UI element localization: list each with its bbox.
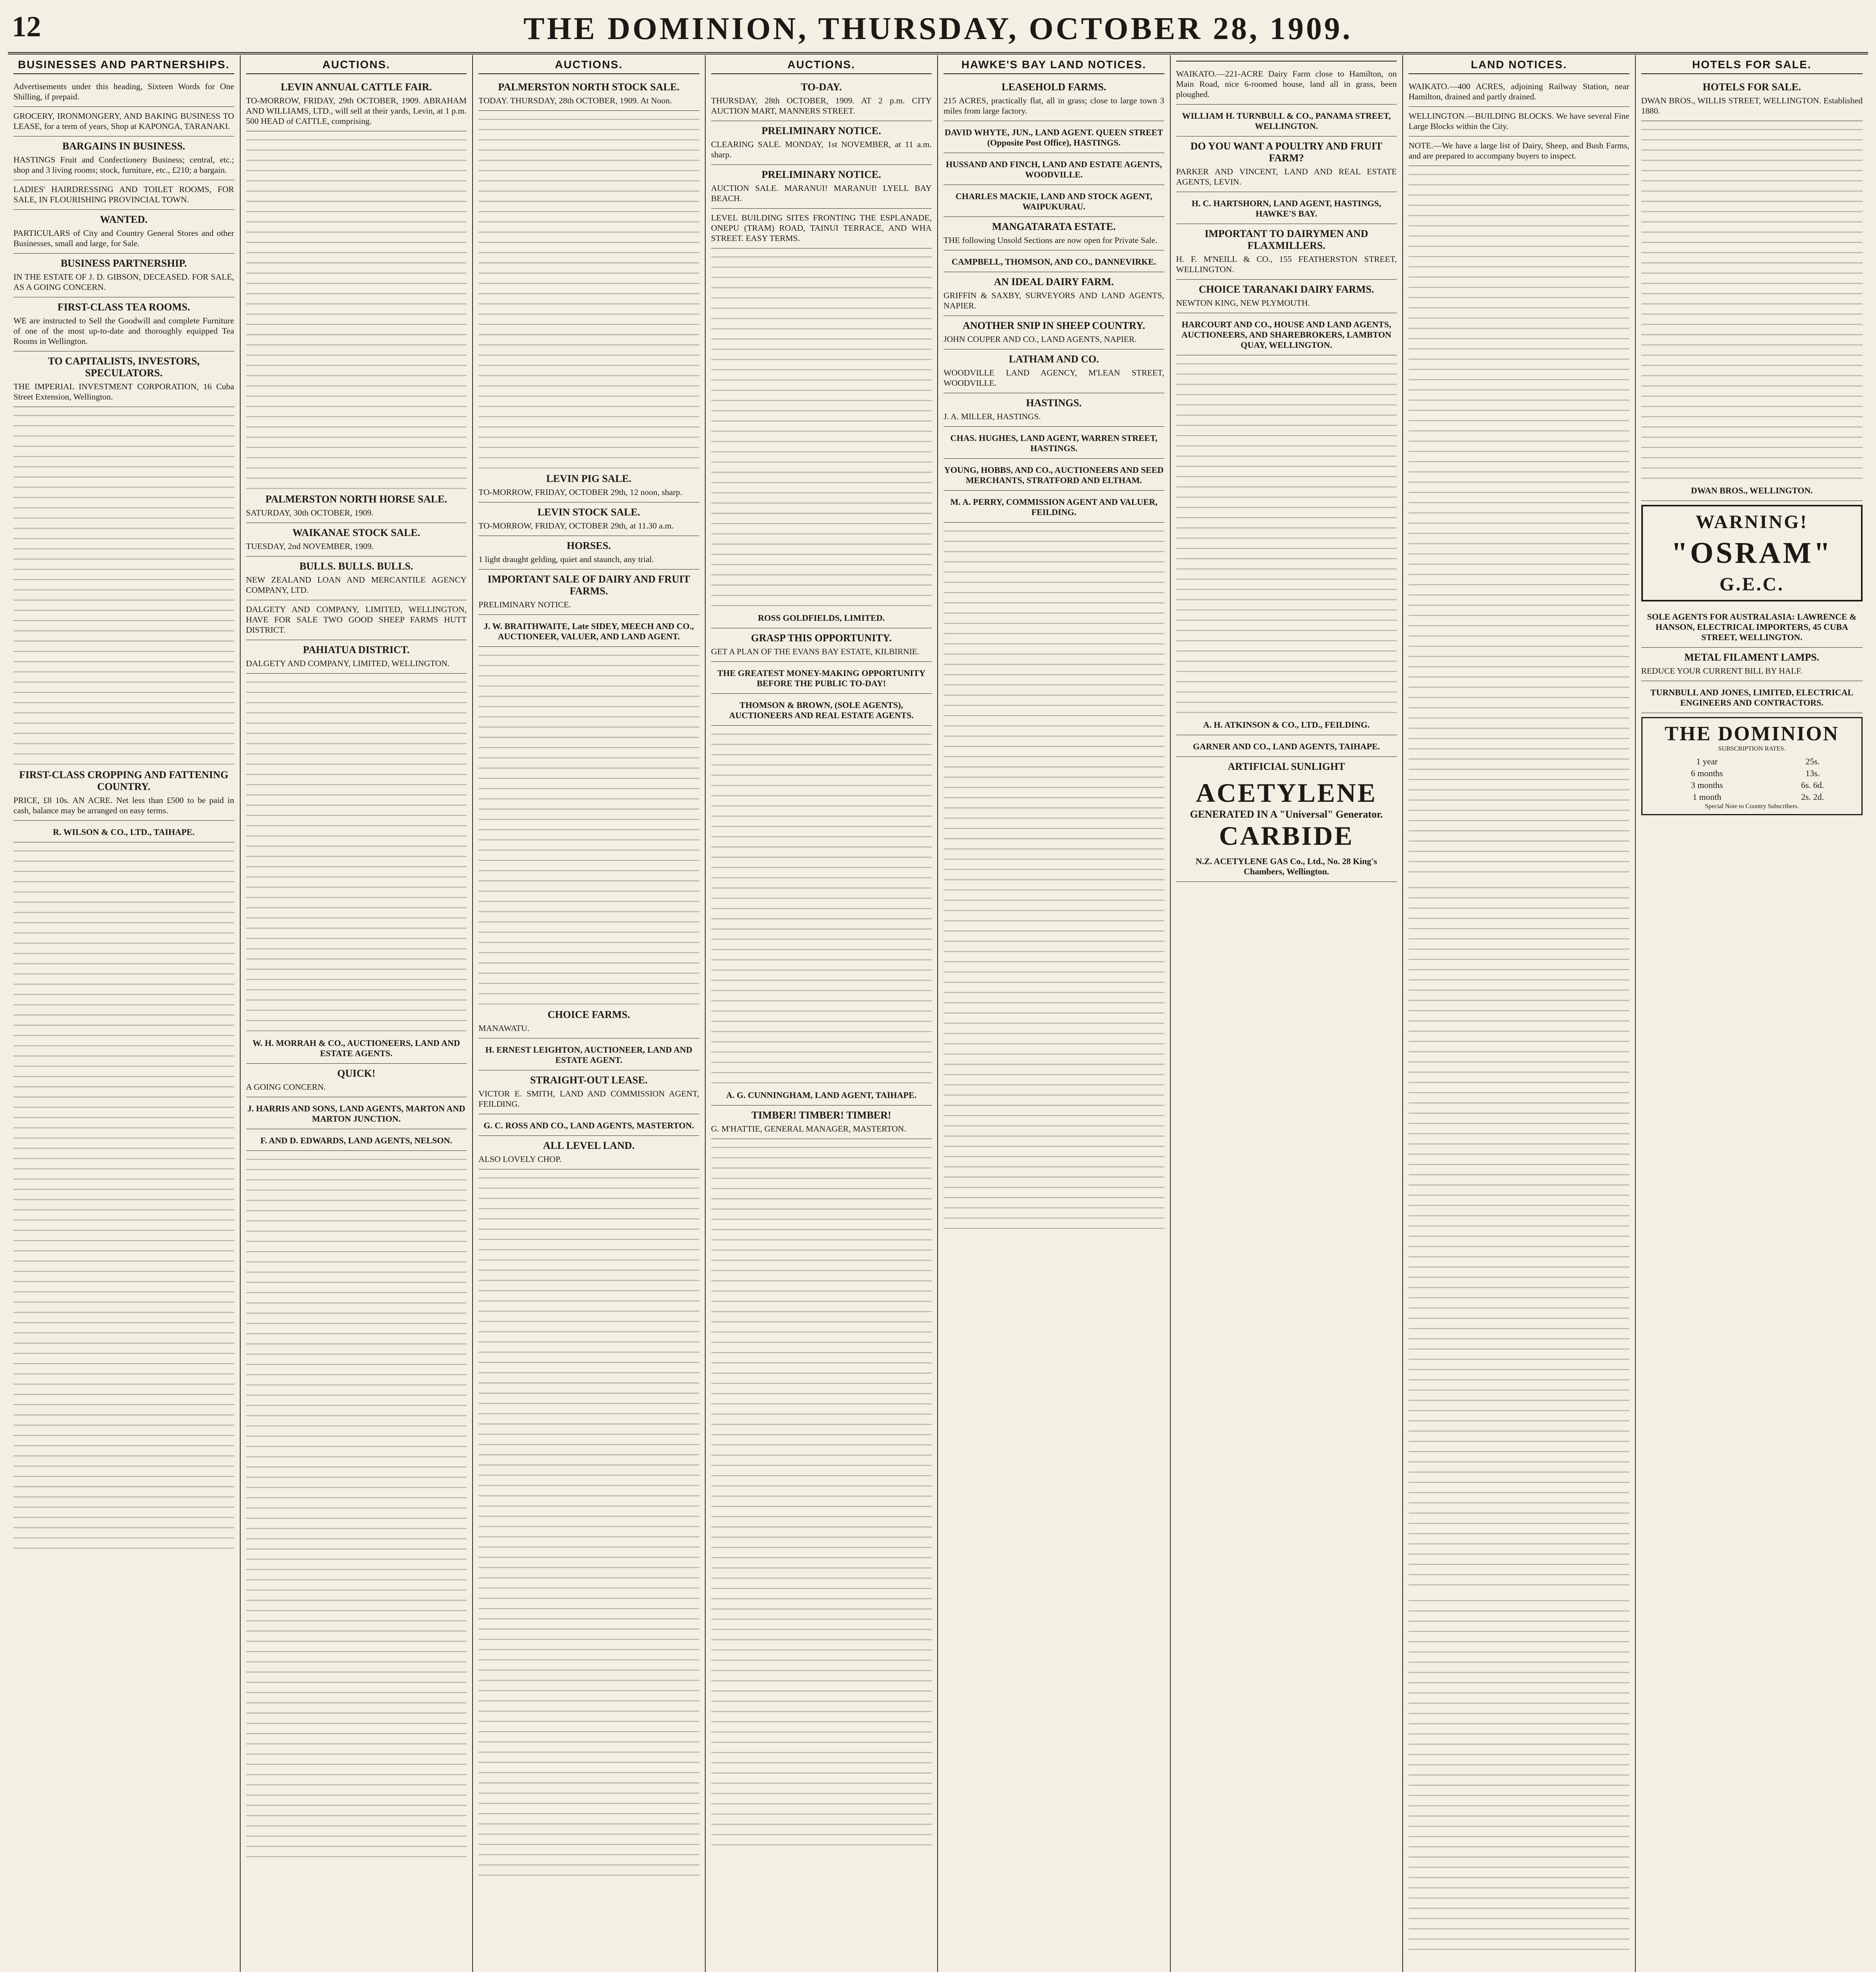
column-heading: AUCTIONS. bbox=[711, 58, 932, 74]
ad-body: THURSDAY, 28th OCTOBER, 1909. AT 2 p.m. CITY AUCTION MART, MANNERS STREET. bbox=[711, 96, 932, 116]
classified-ad bbox=[1176, 280, 1397, 313]
rate-price: 6s. 6d. bbox=[1801, 780, 1824, 790]
osram-brand: "OSRAM" bbox=[1671, 536, 1833, 570]
ad-footer: F. AND D. EDWARDS, LAND AGENTS, NELSON. bbox=[260, 1135, 452, 1145]
classified-ad bbox=[13, 107, 234, 136]
small-print-text bbox=[1409, 882, 1629, 1592]
acetylene-title: ACETYLENE bbox=[1196, 778, 1377, 808]
column-heading: BUSINESSES AND PARTNERSHIPS. bbox=[13, 58, 234, 74]
ad-heading: PAHIATUA DISTRICT. bbox=[303, 644, 410, 655]
ad-footer: G. C. ROSS AND CO., LAND AGENTS, MASTERTON. bbox=[483, 1120, 694, 1130]
classified-ad bbox=[711, 628, 932, 662]
ad-footer: R. WILSON & CO., LTD., TAIHAPE. bbox=[53, 827, 195, 837]
ad-footer: H. ERNEST LEIGHTON, AUCTIONEER, LAND AND ESTATE AGENT. bbox=[485, 1045, 693, 1065]
classified-ad bbox=[246, 640, 467, 674]
ad-heading: HOTELS FOR SALE. bbox=[1702, 81, 1801, 93]
classified-ad bbox=[1176, 224, 1397, 280]
column-heading: HOTELS FOR SALE. bbox=[1641, 58, 1863, 74]
ad-body: THE following Unsold Sections are now open for Private Sale. bbox=[944, 235, 1158, 245]
subscription-box bbox=[1641, 717, 1863, 815]
rate-row bbox=[1646, 791, 1858, 803]
ad-footer: DWAN BROS., WELLINGTON. bbox=[1691, 486, 1813, 495]
ad-body: THE IMPERIAL INVESTMENT CORPORATION, 16 Cuba Street Extension, Wellington. bbox=[13, 382, 234, 401]
column-land-1 bbox=[1171, 55, 1403, 1972]
classified-ad bbox=[1176, 105, 1397, 136]
classified-ad bbox=[246, 77, 467, 131]
warning-box bbox=[1641, 505, 1863, 601]
classified-ad bbox=[711, 77, 932, 121]
ad-heading: LATHAM AND CO. bbox=[1009, 353, 1099, 365]
ad-body: SATURDAY, 30th OCTOBER, 1909. bbox=[246, 508, 374, 517]
ad-body: WELLINGTON.—BUILDING BLOCKS. We have several Fine Large Blocks within the City. bbox=[1409, 111, 1629, 131]
ad-heading: IMPORTANT SALE OF DAIRY AND FRUIT FARMS. bbox=[488, 573, 690, 597]
classified-ad bbox=[944, 427, 1164, 459]
ad-body: PRICE, £8 10s. AN ACRE. Net less than £500 to be paid in cash, balance may be arranged on easy terms. bbox=[13, 796, 234, 815]
masthead bbox=[8, 6, 1868, 54]
classified-ad bbox=[711, 209, 932, 248]
classified-ad bbox=[13, 765, 234, 821]
classified-ad bbox=[944, 349, 1164, 393]
ad-footer: CAMPBELL, THOMSON, AND CO., DANNEVIRKE. bbox=[951, 257, 1156, 267]
ad-body: ALSO LOVELY CHOP. bbox=[478, 1154, 562, 1164]
classified-ad bbox=[1176, 313, 1397, 355]
small-print-text bbox=[944, 526, 1164, 1236]
ad-body: Advertisements under this heading, Sixteen Words for One Shilling, if prepaid. bbox=[13, 82, 234, 101]
ad-heading: PRELIMINARY NOTICE. bbox=[761, 125, 881, 136]
classified-ad bbox=[944, 250, 1164, 272]
classified-ad bbox=[1641, 681, 1863, 713]
ad-body: MANAWATU. bbox=[478, 1023, 530, 1033]
classified-ad bbox=[13, 297, 234, 351]
carbide-title: CARBIDE bbox=[1219, 821, 1354, 851]
ad-heading: TO-DAY. bbox=[801, 81, 842, 93]
classified-ad bbox=[246, 600, 467, 640]
ad-heading: STRAIGHT-OUT LEASE. bbox=[530, 1074, 648, 1086]
ad-heading: FIRST-CLASS CROPPING AND FATTENING COUNTRY. bbox=[19, 769, 228, 792]
small-print-text bbox=[246, 677, 467, 1032]
ad-footer: A. H. ATKINSON & CO., LTD., FEILDING. bbox=[1203, 720, 1370, 730]
ad-body: TO-MORROW, FRIDAY, OCTOBER 29th, at 11.30 a.m. bbox=[478, 521, 674, 530]
classified-ad bbox=[1176, 192, 1397, 224]
subscription-title: THE DOMINION bbox=[1665, 723, 1839, 745]
acetylene-sub: GENERATED IN A "Universal" Generator. bbox=[1190, 809, 1383, 820]
ad-footer: A. G. CUNNINGHAM, LAND AGENT, TAIHAPE. bbox=[726, 1090, 917, 1100]
ad-body: DWAN BROS., WILLIS STREET, WELLINGTON. Established 1880. bbox=[1641, 96, 1863, 116]
rate-row bbox=[1646, 779, 1858, 791]
ad-footer: CHAS. HUGHES, LAND AGENT, WARREN STREET, HASTINGS. bbox=[950, 433, 1158, 453]
ad-body: WAIKATO.—221-ACRE Dairy Farm close to Hamilton, on Main Road, nice 6-roomed house, land all in grass, been ploughed. bbox=[1176, 69, 1397, 99]
small-print-text bbox=[13, 410, 234, 765]
gec-brand: G.E.C. bbox=[1719, 574, 1784, 595]
ad-heading: BARGAINS IN BUSINESS. bbox=[62, 140, 185, 152]
ad-heading: METAL FILAMENT LAMPS. bbox=[1684, 652, 1820, 663]
ad-heading: IMPORTANT TO DAIRYMEN AND FLAXMILLERS. bbox=[1205, 228, 1368, 251]
classified-ad bbox=[478, 1005, 699, 1038]
subscription-note: Special Note to Country Subscribers. bbox=[1705, 803, 1799, 810]
classified-ad bbox=[1176, 65, 1397, 105]
small-print-text bbox=[1641, 124, 1863, 479]
ad-heading: FIRST-CLASS TEA ROOMS. bbox=[57, 301, 190, 313]
classified-ad bbox=[1641, 77, 1863, 121]
ad-body: HASTINGS Fruit and Confectionery Business; central, etc.; shop and 3 living rooms; stock, furniture, etc., £210; a bargain. bbox=[13, 155, 234, 175]
classified-ad bbox=[944, 459, 1164, 491]
ad-body: H. F. M'NEILL & CO., 155 FEATHERSTON STREET, WELLINGTON. bbox=[1176, 254, 1397, 274]
ad-footer: J. W. BRAITHWAITE, Late SIDEY, MEECH AND CO., AUCTIONEER, VALUER, AND LAND AGENT. bbox=[484, 621, 694, 641]
column-hawkes-bay bbox=[938, 55, 1171, 1972]
classified-ad bbox=[1409, 107, 1629, 136]
ad-footer: TURNBULL AND JONES, LIMITED, ELECTRICAL ENGINEERS AND CONTRACTORS. bbox=[1650, 687, 1854, 708]
ad-heading: BULLS. BULLS. BULLS. bbox=[299, 560, 413, 572]
classified-ad bbox=[711, 662, 932, 694]
rate-price: 2s. 2d. bbox=[1801, 792, 1824, 802]
ad-body: WOODVILLE LAND AGENCY, M'LEAN STREET, WOODVILLE. bbox=[944, 368, 1164, 388]
column-land-2 bbox=[1403, 55, 1636, 1972]
rate-period: 6 months bbox=[1691, 768, 1723, 778]
small-print-text bbox=[478, 1173, 699, 1882]
classified-ad bbox=[944, 121, 1164, 153]
classified-ad bbox=[478, 570, 699, 615]
ad-heading: HASTINGS. bbox=[1026, 397, 1082, 409]
rate-period: 1 year bbox=[1696, 756, 1718, 766]
ad-body: GET A PLAN OF THE EVANS BAY ESTATE, KILBIRNIE. bbox=[711, 647, 919, 656]
classified-ad bbox=[944, 185, 1164, 217]
classified-ad bbox=[1176, 757, 1397, 882]
ad-heading: CHOICE TARANAKI DAIRY FARMS. bbox=[1199, 284, 1374, 295]
ad-footer: J. HARRIS AND SONS, LAND AGENTS, MARTON AND MARTON JUNCTION. bbox=[247, 1104, 465, 1124]
ad-body: CLEARING SALE. MONDAY, 1st NOVEMBER, at 11 a.m. sharp. bbox=[711, 140, 932, 159]
ad-body: NEW ZEALAND LOAN AND MERCANTILE AGENCY COMPANY, LTD. bbox=[246, 575, 467, 595]
rate-period: 3 months bbox=[1691, 780, 1723, 790]
ad-footer: CHARLES MACKIE, LAND AND STOCK AGENT, WAIPUKURAU. bbox=[955, 191, 1153, 211]
classified-ad bbox=[246, 1032, 467, 1064]
ad-body: 1 light draught gelding, quiet and staunch, any trial. bbox=[478, 555, 654, 564]
classified-ad bbox=[246, 523, 467, 556]
column-heading: LAND NOTICES. bbox=[1409, 58, 1629, 74]
classified-ad bbox=[13, 180, 234, 210]
classified-ad bbox=[478, 77, 699, 111]
classified-ad bbox=[944, 272, 1164, 316]
small-print-text bbox=[246, 134, 467, 489]
classified-ad bbox=[944, 77, 1164, 121]
ad-footer: WILLIAM H. TURNBULL & CO., PANAMA STREET, WELLINGTON. bbox=[1182, 111, 1391, 131]
ad-heading: ARTIFICIAL SUNLIGHT bbox=[1228, 761, 1345, 772]
ad-heading: MANGATARATA ESTATE. bbox=[992, 221, 1116, 232]
ad-body: A GOING CONCERN. bbox=[246, 1082, 326, 1092]
subscription-subtitle: SUBSCRIPTION RATES. bbox=[1718, 745, 1786, 752]
ad-heading: PALMERSTON NORTH HORSE SALE. bbox=[265, 493, 447, 505]
ad-heading: ANOTHER SNIP IN SHEEP COUNTRY. bbox=[962, 320, 1145, 331]
ad-body: NEWTON KING, NEW PLYMOUTH. bbox=[1176, 298, 1310, 308]
ad-body: LEVEL BUILDING SITES FRONTING THE ESPLANADE, ONEPU (TRAM) ROAD, TAINUI TERRACE, AND WHA STREET. EASY TERMS. bbox=[711, 213, 932, 243]
ad-body: DALGETY AND COMPANY, LIMITED, WELLINGTON, HAVE FOR SALE TWO GOOD SHEEP FARMS HUTT DISTRICT. bbox=[246, 605, 467, 635]
classified-ad bbox=[13, 351, 234, 407]
classified-ad bbox=[711, 1084, 932, 1106]
small-print-text bbox=[1409, 169, 1629, 879]
ad-body: J. A. MILLER, HASTINGS. bbox=[944, 412, 1041, 421]
column-heading bbox=[1176, 58, 1397, 62]
ad-heading: PRELIMINARY NOTICE. bbox=[761, 169, 881, 180]
ad-body: REDUCE YOUR CURRENT BILL BY HALF. bbox=[1641, 666, 1803, 676]
column-businesses bbox=[8, 55, 241, 1972]
ad-footer: M. A. PERRY, COMMISSION AGENT AND VALUER, FEILDING. bbox=[950, 497, 1158, 517]
rate-row bbox=[1646, 756, 1858, 768]
classified-ad bbox=[1176, 735, 1397, 757]
ad-heading: TIMBER! TIMBER! TIMBER! bbox=[751, 1109, 891, 1121]
small-print-text bbox=[711, 252, 932, 607]
ad-footer: GARNER AND CO., LAND AGENTS, TAIHAPE. bbox=[1193, 741, 1380, 751]
column-auctions-1 bbox=[241, 55, 473, 1972]
ad-heading: PALMERSTON NORTH STOCK SALE. bbox=[498, 81, 680, 93]
column-heading: HAWKE'S BAY LAND NOTICES. bbox=[944, 58, 1164, 74]
ad-heading: LEVIN ANNUAL CATTLE FAIR. bbox=[280, 81, 432, 93]
ad-heading: HORSES. bbox=[566, 540, 611, 551]
ad-heading: DO YOU WANT A POULTRY AND FRUIT FARM? bbox=[1190, 140, 1383, 164]
ad-footer: YOUNG, HOBBS, AND CO., AUCTIONEERS AND SEED MERCHANTS, STRATFORD AND ELTHAM. bbox=[944, 465, 1164, 485]
ad-heading: WANTED. bbox=[100, 214, 148, 225]
ad-body: PARKER AND VINCENT, LAND AND REAL ESTATE AGENTS, LEVIN. bbox=[1176, 167, 1397, 187]
ad-heading: QUICK! bbox=[337, 1068, 376, 1079]
small-print-text bbox=[13, 846, 234, 1556]
column-heading: AUCTIONS. bbox=[246, 58, 467, 74]
classified-ad bbox=[1409, 77, 1629, 107]
ad-footer: THOMSON & BROWN, (SOLE AGENTS), AUCTIONEERS AND REAL ESTATE AGENTS. bbox=[729, 700, 914, 720]
columns bbox=[8, 55, 1868, 1972]
ad-body: IN THE ESTATE OF J. D. GIBSON, DECEASED. FOR SALE, AS A GOING CONCERN. bbox=[13, 272, 234, 292]
classified-ad bbox=[478, 502, 699, 536]
rate-price: 25s. bbox=[1805, 756, 1820, 766]
small-print-text bbox=[711, 1142, 932, 1852]
classified-ad bbox=[944, 316, 1164, 349]
column-auctions-2 bbox=[473, 55, 706, 1972]
classified-ad bbox=[1641, 648, 1863, 681]
ad-heading: LEASEHOLD FARMS. bbox=[1002, 81, 1106, 93]
ad-footer: DAVID WHYTE, JUN., LAND AGENT. QUEEN STREET (Opposite Post Office), HASTINGS. bbox=[944, 127, 1163, 148]
classified-ad bbox=[246, 1097, 467, 1129]
ad-heading: WAIKANAE STOCK SALE. bbox=[292, 527, 420, 538]
classified-ad bbox=[13, 77, 234, 107]
ad-body: AUCTION SALE. MARANUI! MARANUI! LYELL BAY BEACH. bbox=[711, 183, 932, 203]
ad-heading: CHOICE FARMS. bbox=[547, 1009, 630, 1020]
small-print-text bbox=[478, 650, 699, 1005]
ad-body: G. M'HATTIE, GENERAL MANAGER, MASTERTON. bbox=[711, 1124, 906, 1134]
column-heading: AUCTIONS. bbox=[478, 58, 699, 74]
classified-ad bbox=[478, 1136, 699, 1169]
ad-body: TO-MORROW, FRIDAY, 29th OCTOBER, 1909. ABRAHAM AND WILLIAMS, LTD., will sell at their yards, Levin, at 1 p.m. 500 HEAD of CATTLE, comprising. bbox=[246, 96, 467, 126]
ad-footer: N.Z. ACETYLENE GAS Co., Ltd., No. 28 King's Chambers, Wellington. bbox=[1196, 856, 1377, 876]
ad-body: NOTE.—We have a large list of Dairy, Sheep, and Bush Farms, and are prepared to accompany buyers to inspect. bbox=[1409, 141, 1629, 161]
rate-price: 13s. bbox=[1805, 768, 1820, 778]
classified-ad bbox=[478, 469, 699, 502]
small-print-text bbox=[478, 114, 699, 469]
ad-body: GRIFFIN & SAXBY, SURVEYORS AND LAND AGENTS, NAPIER. bbox=[944, 291, 1164, 310]
classified-ad bbox=[246, 1064, 467, 1097]
ad-body: 215 ACRES, practically flat, all in grass; close to large town 3 miles from large factory. bbox=[944, 96, 1164, 116]
page-title: THE DOMINION, THURSDAY, OCTOBER 28, 1909. bbox=[523, 11, 1353, 46]
ad-body: JOHN COUPER AND CO., LAND AGENTS, NAPIER. bbox=[944, 334, 1137, 344]
classified-ad bbox=[944, 393, 1164, 427]
classified-ad bbox=[13, 254, 234, 297]
ad-heading: BUSINESS PARTNERSHIP. bbox=[60, 258, 187, 269]
classified-ad bbox=[478, 1070, 699, 1114]
classified-ad bbox=[944, 491, 1164, 523]
small-print-text bbox=[711, 729, 932, 1084]
warning-title: WARNING! bbox=[1695, 512, 1808, 532]
ad-footer: THE GREATEST MONEY-MAKING OPPORTUNITY BEFORE THE PUBLIC TO-DAY! bbox=[717, 668, 925, 688]
classified-ad bbox=[711, 1106, 932, 1139]
small-print-text bbox=[1176, 359, 1397, 713]
ad-body: WE are instructed to Sell the Goodwill and complete Furniture of one of the most up-to-date and thoroughly equipped Tea Rooms in Wellington. bbox=[13, 316, 234, 346]
column-hotels bbox=[1636, 55, 1869, 1972]
ad-body: PRELIMINARY NOTICE. bbox=[478, 600, 571, 609]
classified-ad bbox=[1641, 605, 1863, 648]
ad-heading: TO CAPITALISTS, INVESTORS, SPECULATORS. bbox=[48, 355, 200, 379]
classified-ad bbox=[478, 615, 699, 647]
ad-body: DALGETY AND COMPANY, LIMITED, WELLINGTON. bbox=[246, 659, 450, 668]
ad-heading: AN IDEAL DAIRY FARM. bbox=[994, 276, 1114, 288]
ad-heading: GRASP THIS OPPORTUNITY. bbox=[751, 632, 892, 644]
ad-body: WAIKATO.—400 ACRES, adjoining Railway Station, near Hamilton, drained and partly drained. bbox=[1409, 82, 1629, 101]
classified-ad bbox=[13, 136, 234, 180]
ad-body: TO-MORROW, FRIDAY, OCTOBER 29th, 12 noon, sharp. bbox=[478, 487, 682, 497]
page-number: 12 bbox=[12, 11, 41, 43]
ad-footer: HARCOURT AND CO., HOUSE AND LAND AGENTS, AUCTIONEERS, AND SHAREBROKERS, LAMBTON QUAY, WELLINGTON. bbox=[1181, 319, 1392, 350]
ad-heading: LEVIN PIG SALE. bbox=[546, 473, 632, 484]
column-auctions-3 bbox=[706, 55, 938, 1972]
classified-ad bbox=[246, 1129, 467, 1151]
ad-body: TUESDAY, 2nd NOVEMBER, 1909. bbox=[246, 542, 374, 551]
subscription-rates bbox=[1646, 756, 1858, 803]
classified-ad bbox=[246, 556, 467, 600]
classified-ad bbox=[1641, 479, 1863, 501]
ad-body: LADIES' HAIRDRESSING AND TOILET ROOMS, FOR SALE, IN FLOURISHING PROVINCIAL TOWN. bbox=[13, 185, 234, 204]
small-print-text bbox=[1409, 1595, 1629, 1950]
ad-footer: H. C. HARTSHORN, LAND AGENT, HASTINGS, HAWKE'S BAY. bbox=[1192, 198, 1381, 218]
classified-ad bbox=[944, 217, 1164, 250]
ad-heading: LEVIN STOCK SALE. bbox=[537, 506, 640, 518]
ad-body: VICTOR E. SMITH, LAND AND COMMISSION AGENT, FEILDING. bbox=[478, 1089, 699, 1109]
ad-body: PARTICULARS of City and Country General Stores and other Businesses, small and large, for Sale. bbox=[13, 228, 234, 248]
classified-ad bbox=[944, 153, 1164, 185]
classified-ad bbox=[1176, 713, 1397, 735]
classified-ad bbox=[711, 607, 932, 628]
ad-heading: ALL LEVEL LAND. bbox=[543, 1140, 635, 1151]
ad-footer: ROSS GOLDFIELDS, LIMITED. bbox=[758, 613, 885, 623]
ad-body: TODAY. THURSDAY, 28th OCTOBER, 1909. At Noon. bbox=[478, 96, 672, 105]
classified-ad bbox=[478, 1038, 699, 1070]
classified-ad bbox=[1409, 136, 1629, 166]
ad-body: GROCERY, IRONMONGERY, AND BAKING BUSINESS TO LEASE, for a term of years, Shop at KAPONGA, TARANAKI. bbox=[13, 111, 234, 131]
classified-ad bbox=[478, 1114, 699, 1136]
classified-ad bbox=[478, 536, 699, 570]
rate-period: 1 month bbox=[1693, 792, 1721, 802]
acetylene-ad bbox=[1176, 777, 1397, 852]
ad-footer: HUSSAND AND FINCH, LAND AND ESTATE AGENTS, WOODVILLE. bbox=[945, 159, 1162, 179]
ad-footer: SOLE AGENTS FOR AUSTRALASIA: LAWRENCE & HANSON, ELECTRICAL IMPORTERS, 45 CUBA STREET, WELLINGTON. bbox=[1647, 612, 1857, 642]
ad-footer: W. H. MORRAH & CO., AUCTIONEERS, LAND AND ESTATE AGENTS. bbox=[252, 1038, 460, 1058]
small-print-text bbox=[246, 1154, 467, 1864]
classified-ad bbox=[711, 165, 932, 209]
rate-row bbox=[1646, 768, 1858, 779]
classified-ad bbox=[1176, 136, 1397, 192]
classified-ad bbox=[13, 821, 234, 842]
classified-ad bbox=[246, 489, 467, 523]
classified-ad bbox=[13, 210, 234, 254]
classified-ad bbox=[711, 121, 932, 165]
classified-ad bbox=[711, 694, 932, 726]
